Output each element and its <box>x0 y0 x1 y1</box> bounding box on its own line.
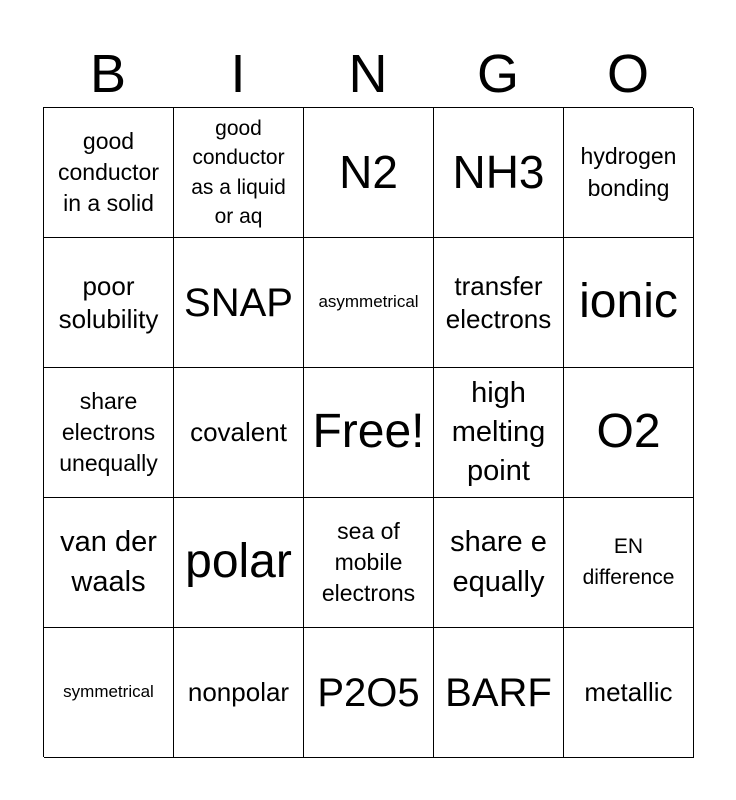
cell-text: hydrogen bonding <box>580 143 677 201</box>
cell-text: symmetrical <box>63 682 154 702</box>
cell-text: transfer electrons <box>445 271 552 334</box>
cell-text: N2 <box>339 146 398 199</box>
cell-text: EN difference <box>582 535 675 589</box>
bingo-cell[interactable] <box>434 238 564 368</box>
cell-text: SNAP <box>184 280 293 325</box>
cell-text: polar <box>185 535 292 589</box>
bingo-cell[interactable] <box>44 108 174 238</box>
bingo-cell[interactable] <box>304 498 434 628</box>
cell-text: metallic <box>584 677 673 708</box>
bingo-cell[interactable] <box>174 368 304 498</box>
cell-text: poor solubility <box>58 271 159 334</box>
bingo-cell[interactable] <box>304 238 434 368</box>
cell-text: covalent <box>190 417 287 448</box>
cell-text: nonpolar <box>187 677 290 708</box>
cell-text: sea of mobile electrons <box>321 517 416 607</box>
bingo-cell[interactable] <box>564 238 694 368</box>
cell-text: ionic <box>579 275 678 329</box>
bingo-cell[interactable] <box>304 108 434 238</box>
cell-text: share electrons unequally <box>59 387 158 477</box>
bingo-card-grid <box>43 107 693 757</box>
cell-text: asymmetrical <box>318 292 419 312</box>
bingo-cell[interactable] <box>564 628 694 758</box>
header-letter-n: N <box>348 44 388 104</box>
bingo-cell[interactable] <box>44 238 174 368</box>
cell-text: good conductor as a liquid or aq <box>191 116 286 228</box>
header-letter-g: G <box>476 44 519 104</box>
bingo-cell[interactable] <box>564 108 694 238</box>
bingo-cell[interactable] <box>174 238 304 368</box>
cell-text: high melting point <box>451 376 546 488</box>
bingo-cell[interactable] <box>434 108 564 238</box>
cell-text: good conductor in a solid <box>57 127 159 217</box>
bingo-cell[interactable] <box>564 368 694 498</box>
bingo-cell[interactable] <box>434 628 564 758</box>
bingo-cell[interactable] <box>174 628 304 758</box>
header-letter-b: B <box>89 44 127 104</box>
free-space-label: Free! <box>312 405 425 459</box>
bingo-cell[interactable] <box>44 368 174 498</box>
bingo-cell[interactable] <box>174 108 304 238</box>
bingo-cell[interactable] <box>44 628 174 758</box>
cell-text: P2O5 <box>317 670 420 715</box>
cell-text: van der waals <box>60 526 157 598</box>
cell-text: O2 <box>596 405 661 459</box>
bingo-cell[interactable] <box>434 498 564 628</box>
bingo-cell free-space[interactable] <box>304 368 434 498</box>
bingo-cell[interactable] <box>174 498 304 628</box>
bingo-header <box>43 42 693 106</box>
header-letter-i: I <box>230 44 246 104</box>
bingo-cell[interactable] <box>564 498 694 628</box>
header-letter-o: O <box>606 44 649 104</box>
bingo-cell[interactable] <box>44 498 174 628</box>
cell-text: share e equally <box>450 526 547 598</box>
bingo-cell[interactable] <box>434 368 564 498</box>
bingo-cell[interactable] <box>304 628 434 758</box>
cell-text: BARF <box>445 670 552 715</box>
cell-text: NH3 <box>452 146 545 199</box>
